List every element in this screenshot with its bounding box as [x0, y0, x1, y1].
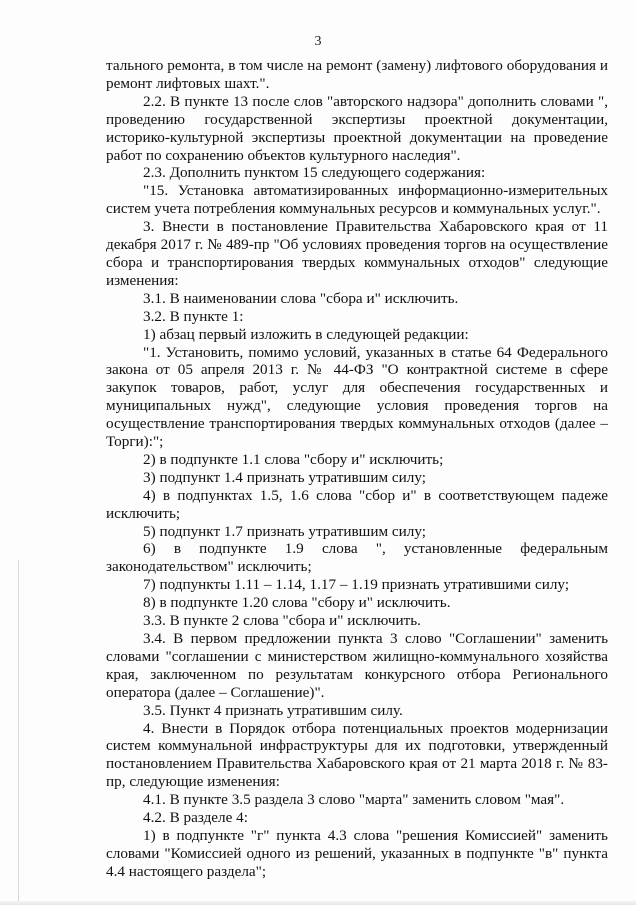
paragraph: 4.1. В пункте 3.5 раздела 3 слово "марта" заменить словом "мая". [143, 791, 565, 809]
paragraph: 2.3. Дополнить пунктом 15 следующего содержания: [143, 164, 486, 182]
paragraph: 4) в подпунктах 1.5, 1.6 слова "сбор и" в соответствующем падеже исключить; [106, 486, 608, 522]
paragraph: 3) подпункт 1.4 признать утратившим силу; [143, 468, 426, 486]
document-body [106, 57, 608, 881]
scan-edge-line [18, 560, 19, 905]
page-number: 3 [314, 34, 322, 49]
paragraph: тального ремонта, в том числе на ремонт (замену) лифтового оборудования и ремонт лифтовых шахт.". [106, 57, 608, 92]
paragraph: "15. Установка автоматизированных информационно-измерительных систем учета потребления коммунальных ресурсов и коммунальных услуг.". [106, 182, 608, 218]
paragraph: 3.4. В первом предложении пункта 3 слово "Соглашении" заменить словами "соглашении с министерством жилищно-коммунального хозяйства края, заключенном по результатам конкурсного отбора Регионального оператора (далее – Соглашение)". [106, 630, 608, 701]
paragraph: 3.1. В наименовании слова "сбора и" исключить. [143, 289, 459, 307]
paragraph: 6) в подпункте 1.9 слова ", установленные федеральным законодательством" исключить; [106, 540, 608, 576]
paragraph: 1) в подпункте "г" пункта 4.3 слова "решения Комиссией" заменить словами "Комиссией одного из решений, указанных в подпункте "в" пункта 4.4 настоящего раздела"; [106, 826, 608, 880]
paragraph: "1. Установить, помимо условий, указанных в статье 64 Федерального закона от 05 апреля 2013 г. № 44-ФЗ "О контрактной системе в сфере закупок товаров, работ, услуг для обеспечения государственных и муниципальных нужд", следующие условия проведения торгов на осуществление транспортирования твердых коммунальных отходов (далее – Торги):"; [106, 343, 608, 451]
paragraph: 3.3. В пункте 2 слова "сбора и" исключить. [143, 612, 421, 630]
paragraph: 2.2. В пункте 13 после слов "авторского надзора" дополнить словами ", проведению государственной экспертизы проектной документации, историко-культурной экспертизы проектной документации на проведение работ по сохранению объектов культурного наследия". [106, 92, 608, 164]
paragraph: 3. Внести в постановление Правительства Хабаровского края от 11 декабря 2017 г. № 489-пр "Об условиях проведения торгов на осуществление сбора и транспортирования твердых коммунальных отходов" следующие изменения: [106, 218, 608, 289]
paragraph: 1) абзац первый изложить в следующей редакции: [143, 325, 469, 343]
paragraph: 3.2. В пункте 1: [143, 307, 244, 325]
paragraph: 7) подпункты 1.11 – 1.14, 1.17 – 1.19 признать утратившими силу; [143, 576, 570, 594]
paragraph: 4. Внести в Порядок отбора потенциальных проектов модернизации систем коммунальной инфраструктуры для их подготовки, утвержденный постановлением Правительства Хабаровского края от 21 марта 2018 г. № 83-пр, следующие изменения: [106, 719, 608, 791]
paragraph: 2) в подпункте 1.1 слова "сбору и" исключить; [143, 450, 444, 468]
paragraph: 3.5. Пункт 4 признать утратившим силу. [143, 701, 403, 719]
paragraph: 8) в подпункте 1.20 слова "сбору и" исключить. [143, 594, 451, 612]
paragraph: 4.2. В разделе 4: [143, 809, 248, 827]
scan-bottom-edge [0, 901, 636, 905]
paragraph: 5) подпункт 1.7 признать утратившим силу; [143, 522, 426, 540]
